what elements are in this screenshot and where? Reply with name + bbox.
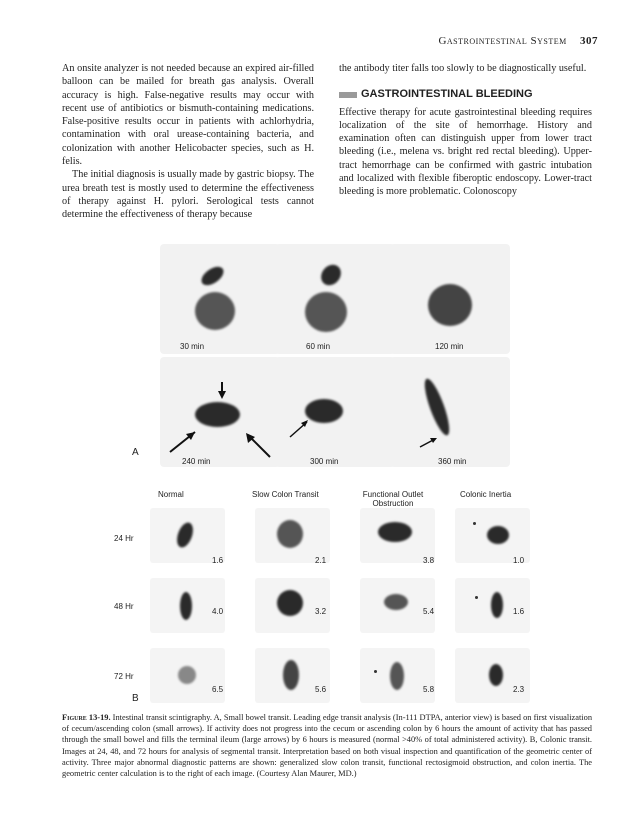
geometric-center-value: 3.2 bbox=[315, 607, 327, 616]
scan-image bbox=[255, 578, 330, 633]
geometric-center-value: 5.8 bbox=[423, 685, 435, 694]
scan-image bbox=[455, 578, 530, 633]
scan-image bbox=[160, 357, 280, 467]
left-column bbox=[62, 62, 314, 222]
geometric-center-value: 3.8 bbox=[423, 556, 435, 565]
column-header: Colonic Inertia bbox=[460, 490, 512, 499]
scan-image bbox=[360, 648, 435, 703]
page-number: 307 bbox=[580, 35, 598, 47]
geometric-center-value: 4.0 bbox=[212, 607, 224, 616]
figure-a bbox=[110, 232, 510, 472]
column-header: Slow Colon Transit bbox=[252, 490, 319, 499]
time-label: 120 min bbox=[435, 342, 464, 351]
arrow-icon bbox=[160, 357, 280, 467]
column-header: Normal bbox=[158, 490, 184, 499]
heading-bar-icon bbox=[339, 92, 357, 98]
row-label: 72 Hr bbox=[114, 672, 134, 681]
scan-image bbox=[255, 648, 330, 703]
time-label: 30 min bbox=[180, 342, 205, 351]
section-heading-text: GASTROINTESTINAL BLEEDING bbox=[361, 88, 533, 101]
geometric-center-value: 5.6 bbox=[315, 685, 327, 694]
scan-image bbox=[150, 508, 225, 563]
arrow-icon bbox=[275, 357, 395, 467]
paragraph: An onsite analyzer is not needed because an expired air-filled balloon can be mailed for breath gas analysis. Overall accuracy is high. False-negative results may occur with recent use of antibiotics or bismuth-containing medications. False-positive results occur in patients with achlorhydria, contamination with oral urease-containing bacteria, and colonization with another Helicobacter species, such as H. felis. bbox=[62, 63, 314, 168]
geometric-center-value: 1.6 bbox=[212, 556, 224, 565]
scan-image bbox=[150, 648, 225, 703]
row-label: 48 Hr bbox=[114, 602, 134, 611]
arrow-icon bbox=[390, 357, 510, 467]
geometric-center-value: 5.4 bbox=[423, 607, 435, 616]
figure-caption bbox=[62, 712, 592, 779]
section-title: Gastrointestinal System bbox=[438, 35, 567, 47]
time-label: 360 min bbox=[438, 457, 467, 466]
column-header: Functional Outlet Obstruction bbox=[362, 490, 424, 508]
row-label: 24 Hr bbox=[114, 534, 134, 543]
geometric-center-value: 2.1 bbox=[315, 556, 327, 565]
scan-image bbox=[275, 357, 395, 467]
time-label: 300 min bbox=[310, 457, 339, 466]
section-heading bbox=[339, 88, 592, 101]
right-column bbox=[339, 62, 592, 199]
geometric-center-value: 6.5 bbox=[212, 685, 224, 694]
time-label: 240 min bbox=[182, 457, 211, 466]
time-label: 60 min bbox=[306, 342, 331, 351]
running-header bbox=[438, 35, 598, 47]
geometric-center-value: 1.0 bbox=[513, 556, 525, 565]
panel-label: A bbox=[132, 447, 139, 458]
scan-image bbox=[455, 508, 530, 563]
scan-image bbox=[160, 244, 280, 354]
paragraph: The initial diagnosis is usually made by gastric biopsy. The urea breath test is mostly used to determine the effectiveness of therapy against H. pylori. Serological tests cannot determine the effectiveness of therapy because bbox=[62, 169, 314, 221]
panel-label: B bbox=[132, 693, 139, 704]
paragraph: the antibody titer falls too slowly to be diagnostically useful. bbox=[339, 63, 587, 74]
geometric-center-value: 1.6 bbox=[513, 607, 525, 616]
paragraph: Effective therapy for acute gastrointestinal bleeding requires localization of the site of hemorrhage. History and examination often can distinguish upper from lower tract bleeding (i.e., melena vs. bright red rectal bleeding). Upper-tract hemorrhage can be confirmed with gastric intubation and localized with flexible fiberoptic endoscopy. Lower-tract bleeding is more problematic. Colonoscopy bbox=[339, 106, 592, 198]
caption-label: Figure 13-19. bbox=[62, 713, 111, 722]
scan-image bbox=[390, 357, 510, 467]
scan-image bbox=[150, 578, 225, 633]
scan-image bbox=[390, 244, 510, 354]
scan-image bbox=[275, 244, 395, 354]
figure-b bbox=[110, 480, 530, 705]
scan-image bbox=[455, 648, 530, 703]
caption-text: Intestinal transit scintigraphy. A, Small bowel transit. Leading edge transit analysis (In-111 DTPA, anterior view) is based on first visualization of cecum/ascending colon (small arrows). If activity does not progress into the cecum or ascending colon by 6 hours the amount of activity that has passed through the small bowel and fills the terminal ileum (large arrows) by 6 hours is measured (normal >40% of total administered activity). B, Colonic transit. Images at 24, 48, and 72 hours for analysis of segmental transit. Interpretation based on both visual inspection and quantification of the geometric center of activity. Three major abnormal diagnostic patterns are shown: generalized slow colon transit, functional rectosigmoid obstruction, and colon inertia. The geometric center calculation is to the right of each image. (Courtesy Alan Maurer, MD.) bbox=[62, 713, 593, 779]
scan-image bbox=[360, 578, 435, 633]
scan-image bbox=[255, 508, 330, 563]
scan-image bbox=[360, 508, 435, 563]
geometric-center-value: 2.3 bbox=[513, 685, 525, 694]
